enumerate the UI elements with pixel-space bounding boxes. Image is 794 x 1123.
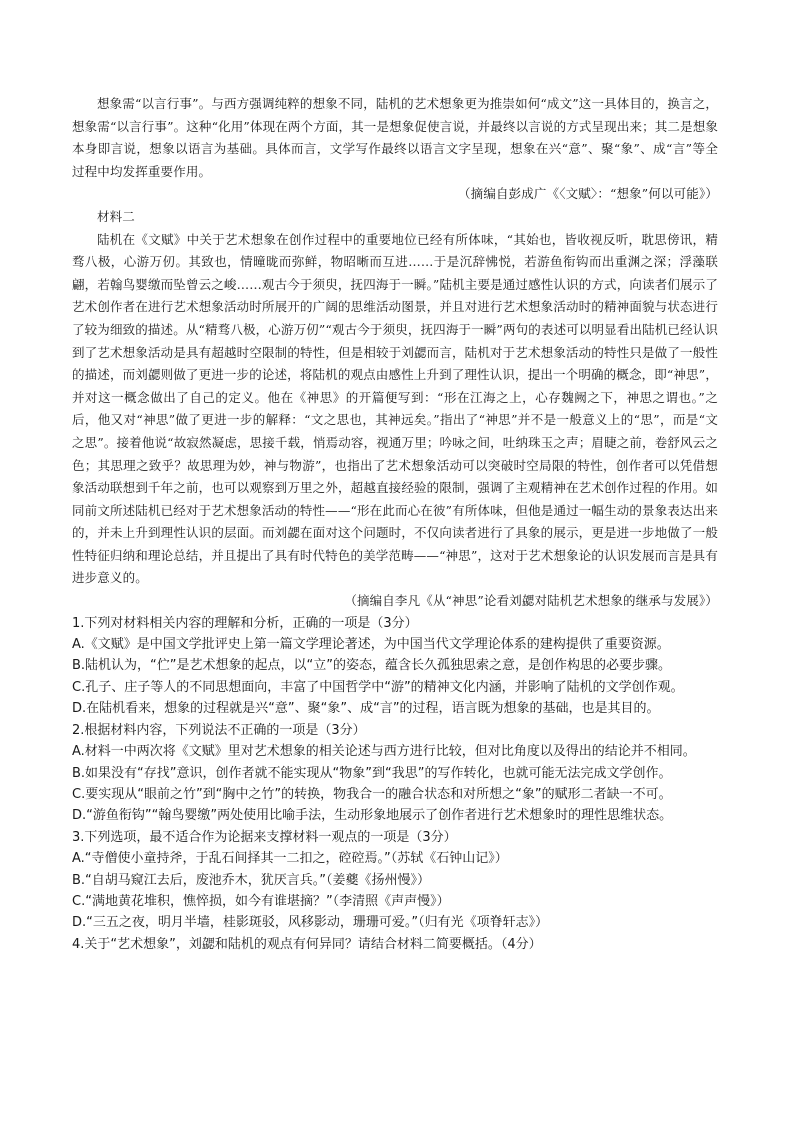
question-2 <box>72 720 718 827</box>
question-stem: 3.下列选项，最不适合作为论据来支撑材料一观点的一项是（3分） <box>72 829 457 845</box>
option-b: B.“自胡马窥江去后，废池乔木，犹厌言兵。”（姜夔《扬州慢》） <box>72 872 431 888</box>
material-two-body: 陆机在《文赋》中关于艺术想象在创作过程中的重要地位已经有所体味，“其始也，皆收视反听，耽思傍讯，精骛八极，心游万仞。其致也，情曈昽而弥鲜，物昭晰而互进……于是沉辞怫悦，若游鱼衔钩而出重渊之深；浮藻联翩，若翰鸟婴缴而坠曾云之峻……观古今于须臾，抚四海于一瞬。”陆机主要是通过感性认识的方式，向读者们展示了艺术创作者在进行艺术想象活动时所展开的广阔的思维活动图景，并且对进行艺术想象活动时的精神面貌与状态进行了较为细致的描述。从“精骛八极，心游万仞”“观古今于须臾，抚四海于一瞬”两句的表述可以明显看出陆机已经认识到了艺术想象活动是具有超越时空限制的特性，但是相较于刘勰而言，陆机对于艺术想象活动的特性只是做了一般性的描述，而刘勰则做了更进一步的论述，将陆机的观点由感性上升到了理性认识，提出一个明确的概念，即“神思”，并对这一概念做出了自己的定义。他在《神思》的开篇便写到：“形在江海之上，心存魏阙之下，神思之谓也。”之后，他又对“神思”做了更进一步的解释：“文之思也，其神远矣。”指出了“神思”并不是一般意义上的“思”，而是“文之思”。接着他说“故寂然凝虑，思接千载，悄焉动容，视通万里；吟咏之间，吐纳珠玉之声；眉睫之前，卷舒风云之色；其思理之致乎？故思理为妙，神与物游”，也指出了艺术想象活动可以突破时空局限的特性，创作者可以凭借想象活动联想到千年之前，也可以观察到万里之外，超越直接经验的限制，强调了主观精神在艺术创作过程的作用。如同前文所述陆机已经对于艺术想象活动的特性——“形在此而心在彼”有所体味，但他是通过一幅生动的景象表达出来的，并未上升到理性认识的层面。而刘勰在面对这个问题时，不仅向读者进行了具象的展示，更是进一步地做了一般性特征归纳和理论总结，并且提出了具有时代特色的美学范畴——“神思”，这对于艺术想象论的认识发展而言是具有进步意义的。 <box>72 231 719 586</box>
option-c: C.孔子、庄子等人的不同思想面向，丰富了中国哲学中“游”的精神文化内涵，并影响了陆机的文学创作观。 <box>72 679 684 695</box>
option-c: C.要实现从“眼前之竹”到“胸中之竹”的转换，物我合一的融合状态和对所想之“象”的赋形二者缺一不可。 <box>72 786 672 802</box>
option-d: D.“游鱼衔钩”“翰鸟婴缴”两处使用比喻手法，生动形象地展示了创作者进行艺术想象时的理性思维状态。 <box>72 808 673 824</box>
option-a: A.材料一中两次将《文赋》里对艺术想象的相关论述与西方进行比较，但对比角度以及得出的结论并不相同。 <box>72 744 696 760</box>
question-stem: 1.下列对材料相关内容的理解和分析，正确的一项是（3分） <box>72 615 418 631</box>
option-d: D.在陆机看来，想象的过程就是兴“意”、聚“象”、成“言”的过程，语言既为想象的基础，也是其目的。 <box>72 701 660 717</box>
question-stem: 2.根据材料内容，下列说法不正确的一项是（3分） <box>72 722 366 738</box>
material-two-label: 材料二 <box>97 208 135 224</box>
questions-section <box>72 613 718 956</box>
source-citation-two: （摘编自李凡《从“神思”论看刘勰对陆机艺术想象的继承与发展》） <box>344 593 718 609</box>
question-1 <box>72 613 718 720</box>
question-4 <box>72 934 718 955</box>
material-one-tail: 想象需“以言行事”。与西方强调纯粹的想象不同，陆机的艺术想象更为推崇如何“成文”这一具体目的，换言之，想象需“以言行事”。这种“化用”体现在两个方面，其一是想象促使言说，并最终以言说的方式呈现出来；其二是想象本身即言说，想象以语言为基础。具体而言，文学写作最终以语言文字呈现，想象在兴“意”、聚“象”、成“言”等全过程中均发挥重要作用。 <box>72 96 719 179</box>
option-a: A.“寺僧使小童持斧，于乱石间择其一二扣之，硿硿焉。”（苏轼《石钟山记》） <box>72 851 508 867</box>
question-stem: 4.关于“艺术想象”，刘勰和陆机的观点有何异同？请结合材料二简要概括。（4分） <box>72 936 542 952</box>
exam-page <box>72 93 718 955</box>
question-3 <box>72 827 718 934</box>
option-b: B.陆机认为，“伫”是艺术想象的起点，以“立”的姿态，蕴含长久孤独思索之意，是创作构思的必要步骤。 <box>72 658 671 674</box>
option-c: C.“满地黄花堆积，憔悴损，如今有谁堪摘？”（李清照《声声慢》） <box>72 893 450 909</box>
source-citation-one: （摘编自彭成广《〈文赋〉：“想象”何以可能》） <box>458 186 718 202</box>
option-d: D.“三五之夜，明月半墙，桂影斑驳，风移影动，珊珊可爱。”（归有光《项脊轩志》） <box>72 915 549 931</box>
option-a: A.《文赋》是中国文学批评史上第一篇文学理论著述，为中国当代文学理论体系的建构提供了重要资源。 <box>72 637 670 653</box>
option-b: B.如果没有“存找”意识，创作者就不能实现从“物象”到“我思”的写作转化，也就可能无法完成文学创作。 <box>72 765 672 781</box>
